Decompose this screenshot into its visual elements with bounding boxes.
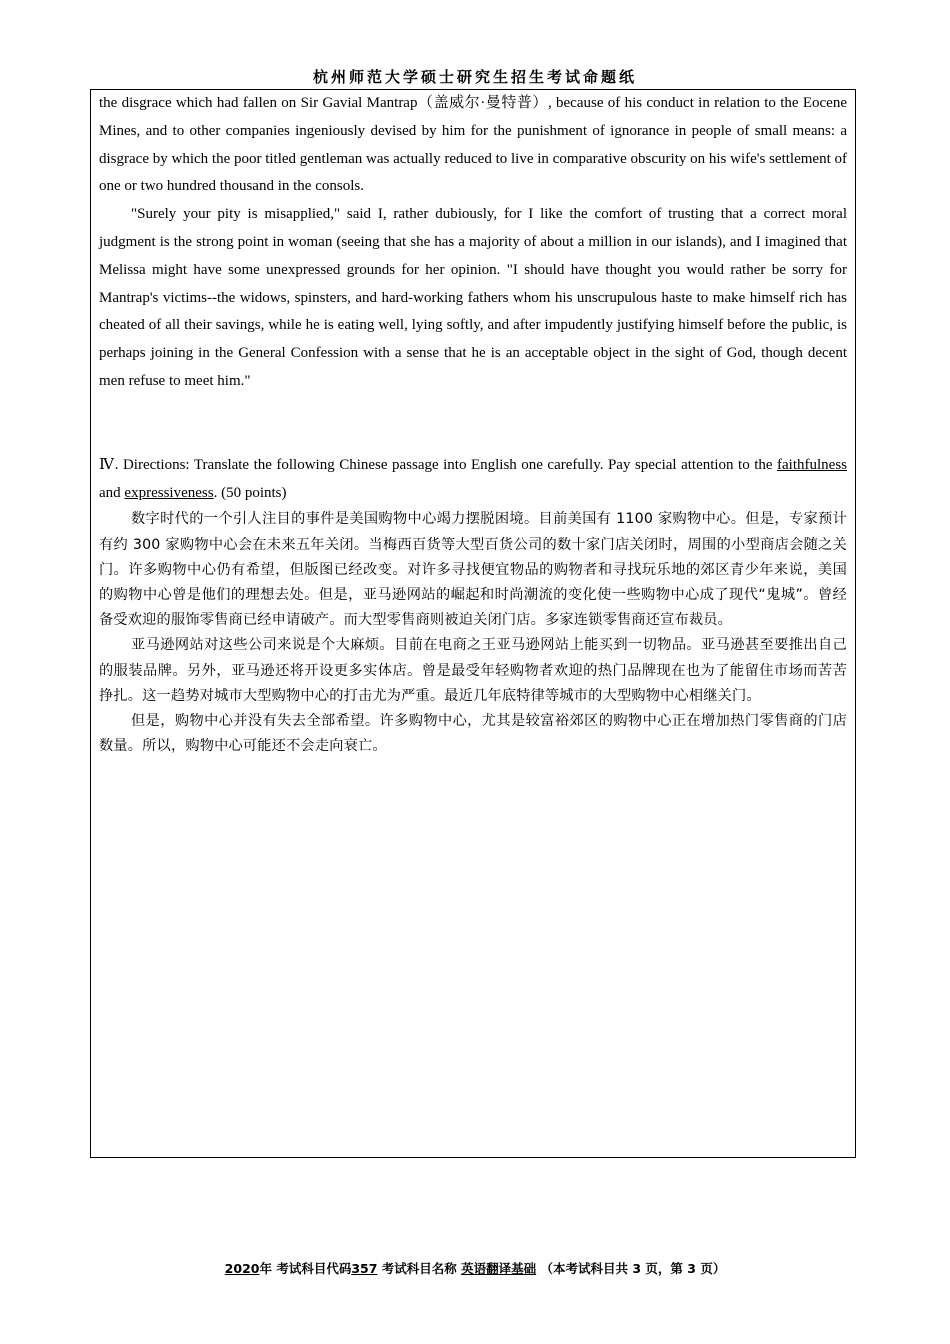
points-text: . (50 points): [213, 484, 287, 501]
passage-paragraph-2: [99, 201, 847, 396]
section-iv-directions: [99, 452, 847, 508]
passage-paragraph-2-text: "Surely your pity is misapplied," said I, rather dubiously, for I like the comfort of trusting that a correct moral judgment is the strong point in woman (seeing that she has a majority of about a million in our islands), and I imagined that Melissa might have some unexpressed grounds for her opinion. "I should have thought you would rather be sorry for Mantrap's victims--the widows, spinsters, and hard-working fathers whom his unscrupulous haste to make himself rich has cheated of all their savings, while he is eating well, lying softly, and after impudently justifying himself before the public, is perhaps joining in the General Confession with a sense that he is an acceptable object in the sight of God, though decent men refuse to meet him.": [99, 206, 847, 389]
blank-space: [99, 396, 847, 452]
section-number: Ⅳ.: [99, 456, 119, 473]
footer-subject-code: 357: [351, 1261, 378, 1276]
term-connector: and: [99, 484, 121, 501]
footer-subject-name: 英语翻译基础: [461, 1261, 537, 1276]
term-expressiveness: expressiveness: [124, 484, 214, 501]
footer-page-info: （本考试科目共 3 页，第 3 页）: [540, 1261, 726, 1276]
directions-text: Directions: Translate the following Chinese passage into English one carefully. Pay special attention to the: [122, 456, 773, 473]
exam-paper-title: 杭州师范大学硕士研究生招生考试命题纸: [312, 68, 637, 86]
term-faithfulness: faithfulness: [777, 456, 847, 473]
footer-year: 2020: [224, 1261, 260, 1276]
chinese-paragraph-3: 但是，购物中心并没有失去全部希望。许多购物中心，尤其是较富裕郊区的购物中心正在增加热门零售商的门店数量。所以，购物中心可能还不会走向衰亡。: [99, 712, 847, 755]
exam-content-box: [90, 89, 856, 1158]
footer-subject-name-label: 考试科目名称: [377, 1261, 457, 1276]
chinese-paragraph-1: 数字时代的一个引人注目的事件是美国购物中心竭力摆脱困境。目前美国有 1100 家购物中心。但是，专家预计有约 300 家购物中心会在未来五年关闭。当梅西百货等大型百货公司的数十家门店关闭时，周围的小型商店会随之关门。许多购物中心仍有希望，但版图已经改变。对许多寻找便宜物品的购物者和寻找玩乐地的郊区青少年来说，美国的购物中心曾是他们的理想去处。但是，亚马逊网站的崛起和时尚潮流的变化使一些购物中心成了现代“鬼城”。曾经备受欢迎的服饰零售商已经申请破产。而大型零售商则被迫关闭门店。多家连锁零售商还宣布裁员。: [99, 511, 847, 629]
exam-footer: [0, 1259, 950, 1277]
chinese-paragraph-2: 亚马逊网站对这些公司来说是个大麻烦。目前在电商之王亚马逊网站上能买到一切物品。亚马逊甚至要推出自己的服装品牌。另外，亚马逊还将开设更多实体店。曾是最受年轻购物者欢迎的热门品牌现在也为了能留住市场而苦苦挣扎。这一趋势对城市大型购物中心的打击尤为严重。最近几年底特律等城市的大型购物中心相继关门。: [99, 637, 847, 704]
footer-year-label: 年 考试科目代码: [259, 1261, 352, 1276]
passage-paragraph-1: the disgrace which had fallen on Sir Gavial Mantrap（盖威尔·曼特普）, because of his conduct in relation to the Eocene Mines, and to other companies ingeniously devised by him for the punishment of ignorance in people of small means: a disgrace by which the poor titled gentleman was actually reduced to live in comparative obscurity on his wife's settlement of one or two hundred thousand in the consols.: [99, 95, 847, 195]
